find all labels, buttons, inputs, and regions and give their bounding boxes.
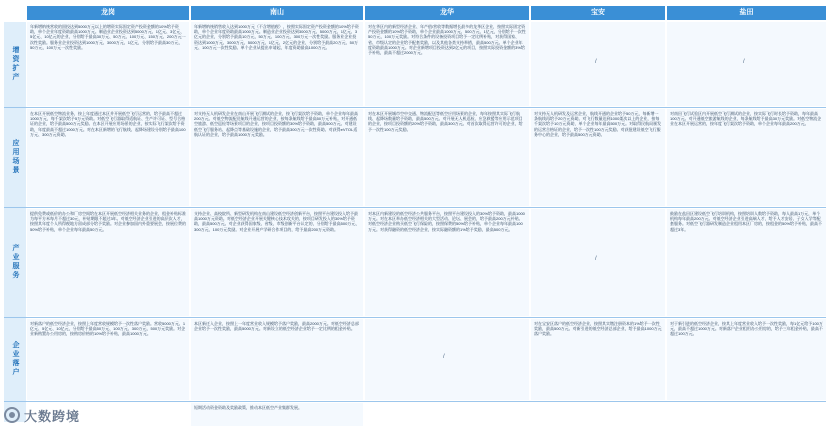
cell-expansion-longgang: 年新增纳统营收的固投达到5000万元以上的增资实际固定资产投资金额的10%给予资助，单个企业年度资助最高1000万元。制造业企业投资达到5000万元、1亿元、3亿元、5亿元、10亿元的企业，分别给予最高30万元、50万元、100万元、150万元、200万元一次性奖励。服务业企业投资达到1000万元、3000万元、1亿元，分别给予最高30万元、50万元、100万元一次性奖励。 [27, 22, 189, 106]
cell-scenarios-baoan: 对支持无人机研发及运营企业，航线开通的企业给予50万元，每新增一条航线再给予20万元资助。对飞行数量达到1000架次以上的企业，按每千架次给予10万元资助，单个企业每年最高500万元。对取得民航局颁发的运营合格证的企业，给予一次性100万元奖励。对获批建设低空飞行服务中心的企业，给予最高500万元资助。 [531, 109, 665, 206]
row-header-settlement: 企业落户 [12, 341, 19, 377]
empty-marker: / [595, 59, 597, 65]
brand-logo [0, 404, 140, 426]
cell-settlement-yantian: 对于新引进的低空经济企业，按其上年度营业收入给予一次性奖励，每1亿元给予100万元，最高不超过1000万元。对新落户企业租用办公用房的，给予三年租金补贴，最高不超过100万元。 [667, 319, 826, 400]
row-separator [4, 107, 826, 108]
cell-expansion-nanshan: 年新增纳统销售收入达到1000万元（不含增值税），按照实际固定资产投资金额的10%给予资助，单个企业年度资助最高1000万元。制造业企业投资达到3000万元、5000万元、1亿元、3亿元的企业，分别给予最高10万元、50万元、100万元、300万元一次性奖励。服务业企业投资达到1000万元、3000万元、5000万元、1亿元、2亿元的企业，分别给予最高20万元、50万元、100万元一次性奖励。单个企业从提出申请起，年度资助最高1000万元。 [191, 22, 363, 106]
cell-scenarios-longhua: 对在本区开展城市空中交通、物流配送等低空应用场景的企业，每年按照其实际飞行航线、起降场数量给予资助，最高500万元。对开展无人机巡检、应急救援等应用示范项目的企业，按项目投资额的20%给予资助，最高300万元。对首次取得运营许可的企业，给予一次性100万元奖励。 [365, 109, 529, 206]
empty-marker: / [443, 354, 445, 360]
logo-text: 大数跨境 [24, 408, 81, 424]
column-header-baoan: 宝安 [531, 6, 665, 20]
row-header-services: 产业服务 [12, 244, 19, 280]
cell-services-yantian: 鼓励在盐田区建设低空飞行培训机构，按照培训人数给予资助，每人最高1万元，单个机构每年最高200万元。对低空经济企业引进高端人才，给予人才安居、子女入学等配套服务。对低空飞行器研发制造企业租用本区厂房的，按租金的50%给予补贴，最高不超过3年。 [667, 209, 826, 316]
cell-scenarios-nanshan: 对支持无人机研发企业在南山开展飞行测试的企业，按飞行架次给予资助，单个企业每年最高200万元。对低空物流配送航线开通运营的企业，按每条航线给予最高50万元补贴。对开通低空旅游、低空巡检等场景项目的企业，按项目投资额的30%给予资助，最高500万元。对建设低空飞行服务站、起降点等基础设施的企业，给予最高300万元一次性资助。对获得eVTOL适航认证的企业，给予最高1000万元奖励。 [191, 109, 363, 206]
cell-extra-nanshan: 短期活动资金资助及奖励政策，推动本区低空产业集群发展。 [191, 403, 363, 426]
row-separator [4, 317, 826, 318]
cell-scenarios-longgang: 在本区开展低空物流业务，按上年度通过本区并开展低空飞行运营的，给予最高不超过1000万元，每千架次给予5万元资助。对低空飞行器取得适航证、生产许可证、型号合格证的企业，给予最高500万元奖励。在本区开展应用场景的企业，按实际飞行架次给予资助，年度最高不超过1000万元。对在本区新增的飞行航线、起降场建设分别给予最高100万元、300万元资助。 [27, 109, 189, 206]
column-header-yantian: 盐田 [667, 6, 826, 20]
column-header-longgang: 龙岗 [27, 6, 189, 20]
row-separator [4, 207, 826, 208]
cell-settlement-baoan: 对在宝安区落户的低空经济企业，按照其实缴注册资本的1%给予一次性奖励，最高500万元。对新引进的低空经济总部企业，给予最高1000万元落户奖励。 [531, 319, 665, 400]
row-header-expansion: 增资扩产 [12, 46, 19, 82]
cell-settlement-longgang: 对新落户的低空经济企业，按照上年度营收规模给予一次性落户奖励。营收5000万元、1亿元、5亿元、10亿元，分别给予最高50万元、100万元、300万元、500万元奖励。对企业新购置办公用房的，按购房价格的10%给予补贴，最高1000万元。 [27, 319, 189, 400]
column-header-longhua: 龙华 [365, 6, 529, 20]
cell-expansion-yantian [667, 22, 826, 106]
cell-settlement-longhua [365, 319, 529, 400]
column-header-nanshan: 南山 [191, 6, 363, 20]
empty-marker: / [743, 59, 745, 65]
row-header-scenarios: 应用场景 [12, 139, 19, 175]
cell-settlement-nanshan: 本区新迁入企业，按照上一年度营业收入规模给予落户奖励，最高2000万元。对低空经济总部企业给予一次性奖励，最高5000万元。对新设立的低空经济企业给予一定比例的租金补贴。 [191, 319, 363, 400]
cell-services-nanshan: 支持企业、高校院所、新型研发机构在南山建设低空经济创新平台，按照平台建设投入给予最高1000万元资助。对低空经济企业开展关键核心技术攻关的，按项目研发投入的30%给予资助，最高500万元。对企业获得国家级、省级、市级创新平台认定的，分别给予最高500万元、300万元、100万元奖励。对企业开展产学研合作项目的，给予最高200万元资助。 [191, 209, 363, 316]
cell-services-longgang: 提供免费或低价的办公和厂房空间给在本区开展低空经济相关业务的企业，租金补贴标准为每平方米每月不超过30元，补贴期限不超过3年。对低空经济企业引进的高层次人才，按照其年度个人所得税地方留成部分给予奖励。对企业参加国内外重要展会，按展位费的50%给予补贴，单个企业每年最高50万元。 [27, 209, 189, 316]
logo-icon [4, 407, 20, 423]
row-separator [4, 401, 826, 402]
cell-scenarios-yantian: 对南田飞行试验区内开展低空飞行测试的企业，按实际飞行时长给予资助，每年最高100万元。对开通低空旅游航线的企业，每条航线给予最高30万元奖励。对低空物流企业在本区开展运营的，按年度飞行架次给予资助，单个企业每年最高200万元。 [667, 109, 826, 206]
cell-expansion-baoan [531, 22, 665, 106]
empty-marker: / [595, 256, 597, 262]
cell-expansion-longhua: 对在华区内的新型经济企业、年产值/营收等数据增长最多的龙华区企业，按照实际固定资产投资金额的10%给予资助，单个企业最高1000万元、500万元、1亿元，分别给予一次性50万元、100万元奖励。对符合条件的设备投资项目给予一定比例补贴，对获得国家、省、市级认定的企业给予配套奖励，以及其他各类支持举措，最高500万元。单个企业年度资助最高1000万元。对企业新增项目投资达到2亿元的项目，按照实际投资金额的3%给予补贴，最高不超过2000万元。 [365, 22, 529, 106]
cell-services-longhua: 对本区内新建设的低空经济公共服务平台，按照平台建设投入的30%给予资助，最高1000万元。对在本区举办低空经济相关的大型活动、论坛、展会的，给予最高200万元补贴。对低空经济企业购买低空飞行保险的，按照保费的50%给予补贴，单个企业每年最高100万元。对获得融资的低空经济企业，按实际融资额的1%给予奖励，最高500万元。 [365, 209, 529, 316]
cell-services-baoan [531, 209, 665, 316]
